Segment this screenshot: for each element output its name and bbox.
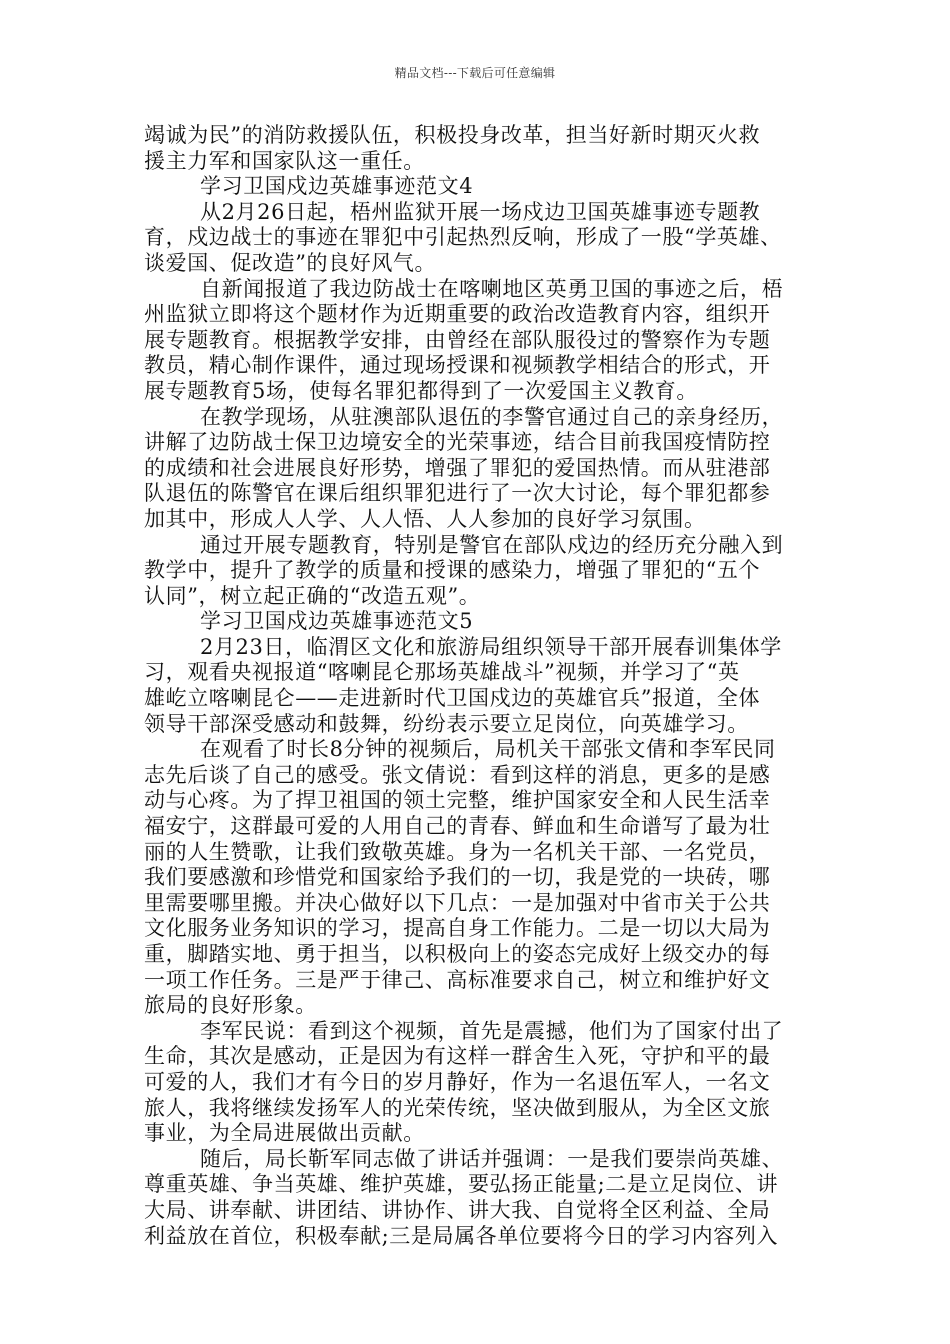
text-line: 育，戍边战士的事迹在罪犯中引起热烈反响，形成了一股“学英雄、 xyxy=(144,225,782,250)
text-line: 在观看了时长8分钟的视频后，局机关干部张文倩和李军民同 xyxy=(200,737,776,762)
text-line: 一项工作任务。三是严于律己、高标准要求自己，树立和维护好文 xyxy=(144,967,771,992)
text-line: 生命，其次是感动，正是因为有这样一群舍生入死，守护和平的最 xyxy=(144,1044,771,1069)
text-line: 通过开展专题教育，特别是警官在部队戍边的经历充分融入到 xyxy=(200,532,784,557)
text-line: 学习卫国戍边英雄事迹范文4 xyxy=(200,174,474,199)
text-line: 习，观看央视报道“喀喇昆仑那场英雄战斗”视频，并学习了“英 xyxy=(144,660,740,685)
text-line: 动与心疼。为了捍卫祖国的领土完整，维护国家安全和人民生活幸 xyxy=(144,788,771,813)
text-line: 尊重英雄、争当英雄、维护英雄，要弘扬正能量;二是立足岗位、讲 xyxy=(144,1172,779,1197)
text-line: 2月23日，临渭区文化和旅游局组织领导干部开展春训集体学 xyxy=(200,634,782,659)
text-line: 我们要感激和珍惜党和国家给予我们的一切，我是党的一块砖，哪 xyxy=(144,865,771,890)
text-line: 旅局的良好形象。 xyxy=(144,993,317,1018)
text-line: 的成绩和社会进展良好形势，增强了罪犯的爱国热情。而从驻港部 xyxy=(144,455,771,480)
text-line: 展专题教育5场，使每名罪犯都得到了一次爱国主义教育。 xyxy=(144,378,698,403)
text-line: 讲解了边防战士保卫边境安全的光荣事迹，结合目前我国疫情防控 xyxy=(144,430,771,455)
text-line: 李军民说：看到这个视频，首先是震撼，他们为了国家付出了 xyxy=(200,1018,784,1043)
text-line: 竭诚为民”的消防救援队伍，积极投身改革，担当好新时期灭火救 xyxy=(144,123,761,147)
text-line: 大局、讲奉献、讲团结、讲协作、讲大我、自觉将全区利益、全局 xyxy=(144,1197,771,1222)
text-line: 学习卫国戍边英雄事迹范文5 xyxy=(200,609,474,634)
text-line: 里需要哪里搬。并决心做好以下几点：一是加强对中省市关于公共 xyxy=(144,890,771,915)
text-line: 从2月26日起，梧州监狱开展一场戍边卫国英雄事迹专题教 xyxy=(200,199,761,224)
text-line: 认同”，树立起正确的“改造五观”。 xyxy=(144,583,481,608)
text-line: 谈爱国、促改造”的良好风气。 xyxy=(144,250,437,275)
text-line: 事业，为全局进展做出贡献。 xyxy=(144,1121,425,1146)
text-line: 在教学现场，从驻澳部队退伍的李警官通过自己的亲身经历， xyxy=(200,404,784,429)
text-line: 队退伍的陈警官在课后组织罪犯进行了一次大讨论，每个罪犯都参 xyxy=(144,481,771,506)
text-line: 领导干部深受感动和鼓舞，纷纷表示要立足岗位，向英雄学习。 xyxy=(144,711,749,736)
text-line: 福安宁，这群最可爱的人用自己的青春、鲜血和生命谱写了最为壮 xyxy=(144,814,771,839)
text-line: 自新闻报道了我边防战士在喀喇地区英勇卫国的事迹之后，梧 xyxy=(200,276,784,301)
page-header: 精品文档---下载后可任意编辑 xyxy=(394,66,556,80)
document-body xyxy=(144,123,810,1249)
text-line: 可爱的人，我们才有今日的岁月静好，作为一名退伍军人，一名文 xyxy=(144,1069,771,1094)
text-line: 旅人，我将继续发扬军人的光荣传统，坚决做到服从，为全区文旅 xyxy=(144,1095,771,1120)
text-line: 教学中，提升了教学的质量和授课的感染力，增强了罪犯的“五个 xyxy=(144,558,761,583)
text-line: 援主力军和国家队这一重任。 xyxy=(144,148,425,173)
text-line: 州监狱立即将这个题材作为近期重要的政治改造教育内容，组织开 xyxy=(144,302,771,327)
text-line: 随后，局长靳军同志做了讲话并强调：一是我们要崇尚英雄、 xyxy=(200,1146,784,1171)
text-line: 加其中，形成人人学、人人悟、人人参加的良好学习氛围。 xyxy=(144,506,706,531)
text-line: 教员，精心制作课件，通过现场授课和视频教学相结合的形式，开 xyxy=(144,353,771,378)
text-line: 展专题教育。根据教学安排，由曾经在部队服役过的警察作为专题 xyxy=(144,327,771,352)
text-line: 雄屹立喀喇昆仑——走进新时代卫国戍边的英雄官兵”报道，全体 xyxy=(144,686,761,711)
text-line: 利益放在首位，积极奉献;三是局属各单位要将今日的学习内容列入 xyxy=(144,1223,779,1248)
text-line: 志先后谈了自己的感受。张文倩说：看到这样的消息，更多的是感 xyxy=(144,762,771,787)
text-line: 文化服务业务知识的学习，提高自身工作能力。二是一切以大局为 xyxy=(144,916,771,941)
text-line: 重，脚踏实地、勇于担当，以积极向上的姿态完成好上级交办的每 xyxy=(144,942,771,966)
text-line: 丽的人生赞歌，让我们致敬英雄。身为一名机关干部、一名党员， xyxy=(144,839,771,864)
